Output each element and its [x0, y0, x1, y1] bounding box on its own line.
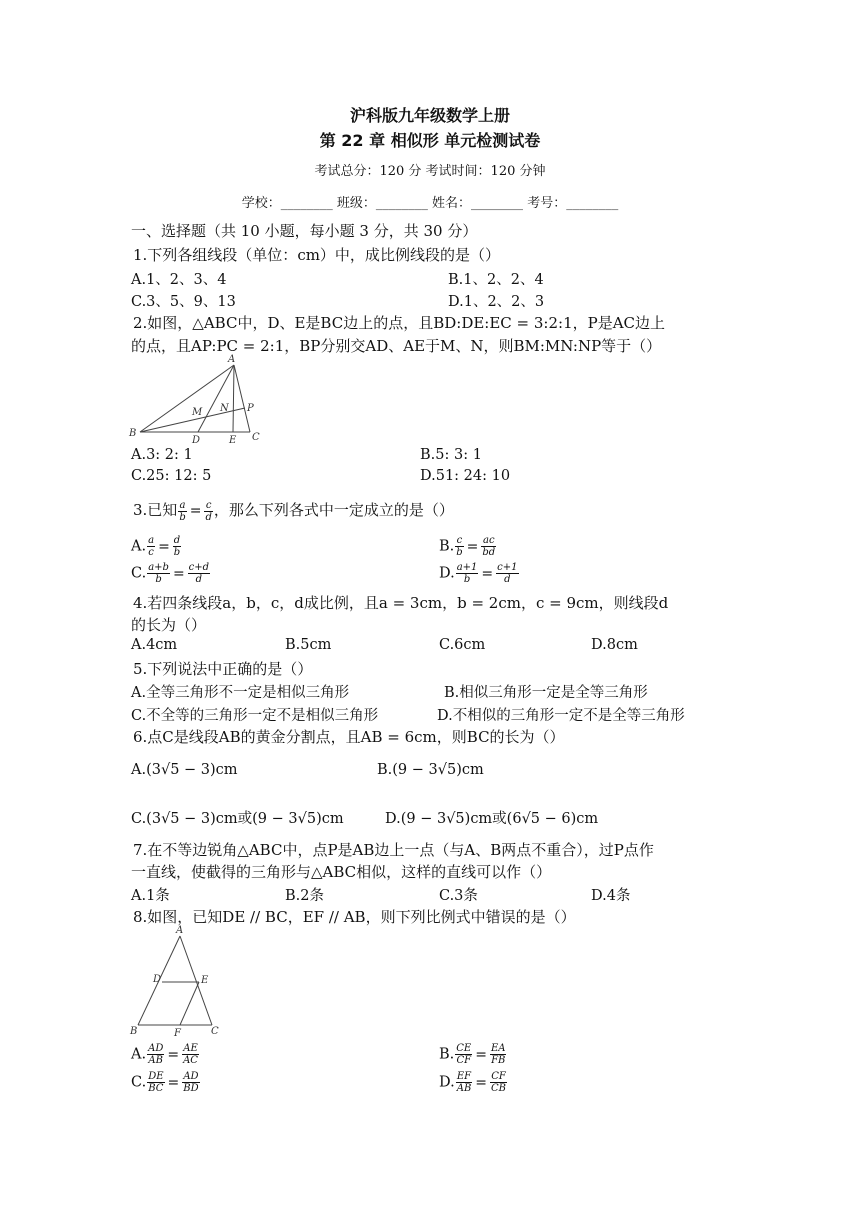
- q2-label-P: P: [247, 403, 254, 414]
- q8-label-D: D: [153, 974, 162, 985]
- q5-option-c: C.不全等的三角形一定不是相似三角形: [131, 708, 379, 724]
- q1-option-a: A.1、2、3、4: [131, 272, 227, 288]
- q1-option-b: B.1、2、2、4: [448, 272, 544, 288]
- q2-option-c: C.25: 12: 5: [131, 468, 212, 484]
- q4-option-a: A.4cm: [131, 637, 178, 653]
- q2-stem-line2: 的点，且AP:PC = 2:1，BP分别交AD、AE于M、N，则BM:MN:NP等于（）: [131, 337, 662, 355]
- q4-stem-line2: 的长为（）: [131, 616, 207, 634]
- q8-option-b: B. $\frac{CE}{CF}$ = $\frac{EA}{FB}$: [439, 1043, 506, 1066]
- q2-label-E: E: [229, 435, 237, 444]
- q2-label-C: C: [252, 432, 260, 443]
- q1-option-c: C.3、5、9、13: [131, 294, 236, 310]
- q4-option-b: B.5cm: [285, 637, 332, 653]
- q8-label-B: B: [130, 1026, 138, 1037]
- exam-title-line2: 第 22 章 相似形 单元检测试卷: [319, 131, 541, 150]
- q3-option-a: A. $\frac{a}{c}$ = $\frac{d}{b}$: [131, 535, 181, 558]
- section-heading: 一、选择题（共 10 小题，每小题 3 分，共 30 分）: [131, 222, 478, 240]
- q8-option-d: D. $\frac{EF}{AB}$ = $\frac{CF}{CB}$: [439, 1071, 507, 1094]
- q2-triangle-figure: [126, 352, 266, 444]
- q4-option-c: C.6cm: [439, 637, 486, 653]
- q8-option-a: A. $\frac{AD}{AB}$ = $\frac{AE}{AC}$: [131, 1043, 198, 1066]
- q5-stem: 5.下列说法中正确的是（）: [133, 660, 313, 678]
- q7-option-d: D.4条: [591, 888, 631, 904]
- q8-label-A: A: [176, 925, 184, 936]
- q3-option-b: B. $\frac{c}{b}$ = $\frac{ac}{bd}$: [439, 535, 496, 558]
- exam-title-line1: 沪科版九年级数学上册: [349, 106, 510, 125]
- q2-label-M: M: [192, 407, 203, 418]
- q5-option-b: B.相似三角形一定是全等三角形: [444, 685, 648, 701]
- q7-stem-line1: 7.在不等边锐角△ABC中，点P是AB边上一点（与A、B两点不重合），过P点作: [133, 841, 654, 859]
- q6-option-d: D.(9 − 3√5)cm或(6√5 − 6)cm: [385, 811, 599, 827]
- q2-option-d: D.51: 24: 10: [420, 468, 511, 484]
- q4-option-d: D.8cm: [591, 637, 638, 653]
- q8-triangle-figure: [126, 924, 226, 1042]
- q7-stem-line2: 一直线，使截得的三角形与△ABC相似，这样的直线可以作（）: [131, 863, 552, 881]
- q6-stem: 6.点C是线段AB的黄金分割点，且AB = 6cm，则BC的长为（）: [133, 728, 565, 746]
- q2-option-a: A.3: 2: 1: [131, 447, 193, 463]
- q3-stem-prefix: 3.已知: [133, 501, 178, 519]
- q3-given-equals: =: [189, 503, 202, 519]
- q2-label-B: B: [129, 428, 137, 439]
- q3-option-c: C. $\frac{a+b}{b}$ = $\frac{c+d}{d}$: [131, 562, 210, 585]
- q6-option-b: B.(9 − 3√5)cm: [377, 762, 484, 778]
- q4-stem-line1: 4.若四条线段a，b，c，d成比例，且a = 3cm，b = 2cm，c = 9cm，则线段d: [133, 594, 669, 612]
- q1-option-d: D.1、2、2、3: [448, 294, 545, 310]
- q2-label-N: N: [220, 403, 229, 414]
- q2-stem-line1: 2.如图，△ABC中，D、E是BC边上的点，且BD:DE:EC = 3:2:1，P是AC边上: [133, 314, 666, 332]
- q3-option-d: D. $\frac{a+1}{b}$ = $\frac{c+1}{d}$: [439, 562, 518, 585]
- q7-option-a: A.1条: [131, 888, 170, 904]
- q2-label-A: A: [228, 354, 236, 365]
- q3-given-right: $\frac{c}{d}$: [205, 499, 212, 523]
- q7-option-b: B.2条: [285, 888, 324, 904]
- student-info: 学校：________ 班级：________ 姓名：________ 考号：________: [241, 196, 619, 211]
- q8-label-E: E: [201, 975, 209, 986]
- q7-option-c: C.3条: [439, 888, 478, 904]
- q1-stem: 1.下列各组线段（单位：cm）中，成比例线段的是（）: [133, 246, 500, 264]
- q8-label-F: F: [174, 1028, 181, 1039]
- q3-stem-suffix: ，那么下列各式中一定成立的是（）: [213, 501, 454, 519]
- q3-stem: [133, 499, 454, 523]
- q5-option-d: D.不相似的三角形一定不是全等三角形: [437, 708, 685, 724]
- q5-option-a: A.全等三角形不一定是相似三角形: [131, 685, 350, 701]
- q2-option-b: B.5: 3: 1: [420, 447, 482, 463]
- exam-info: 考试总分：120 分 考试时间：120 分钟: [314, 164, 546, 179]
- q8-option-c: C. $\frac{DE}{BC}$ = $\frac{AD}{BD}$: [131, 1071, 199, 1094]
- q8-label-C: C: [211, 1026, 219, 1037]
- q3-given-left: $\frac{a}{b}$: [179, 499, 186, 523]
- q2-label-D: D: [192, 435, 201, 444]
- q6-option-a: A.(3√5 − 3)cm: [131, 762, 238, 778]
- q6-option-c: C.(3√5 − 3)cm或(9 − 3√5)cm: [131, 811, 344, 827]
- q8-stem: 8.如图，已知DE // BC，EF // AB，则下列比例式中错误的是（）: [133, 908, 576, 926]
